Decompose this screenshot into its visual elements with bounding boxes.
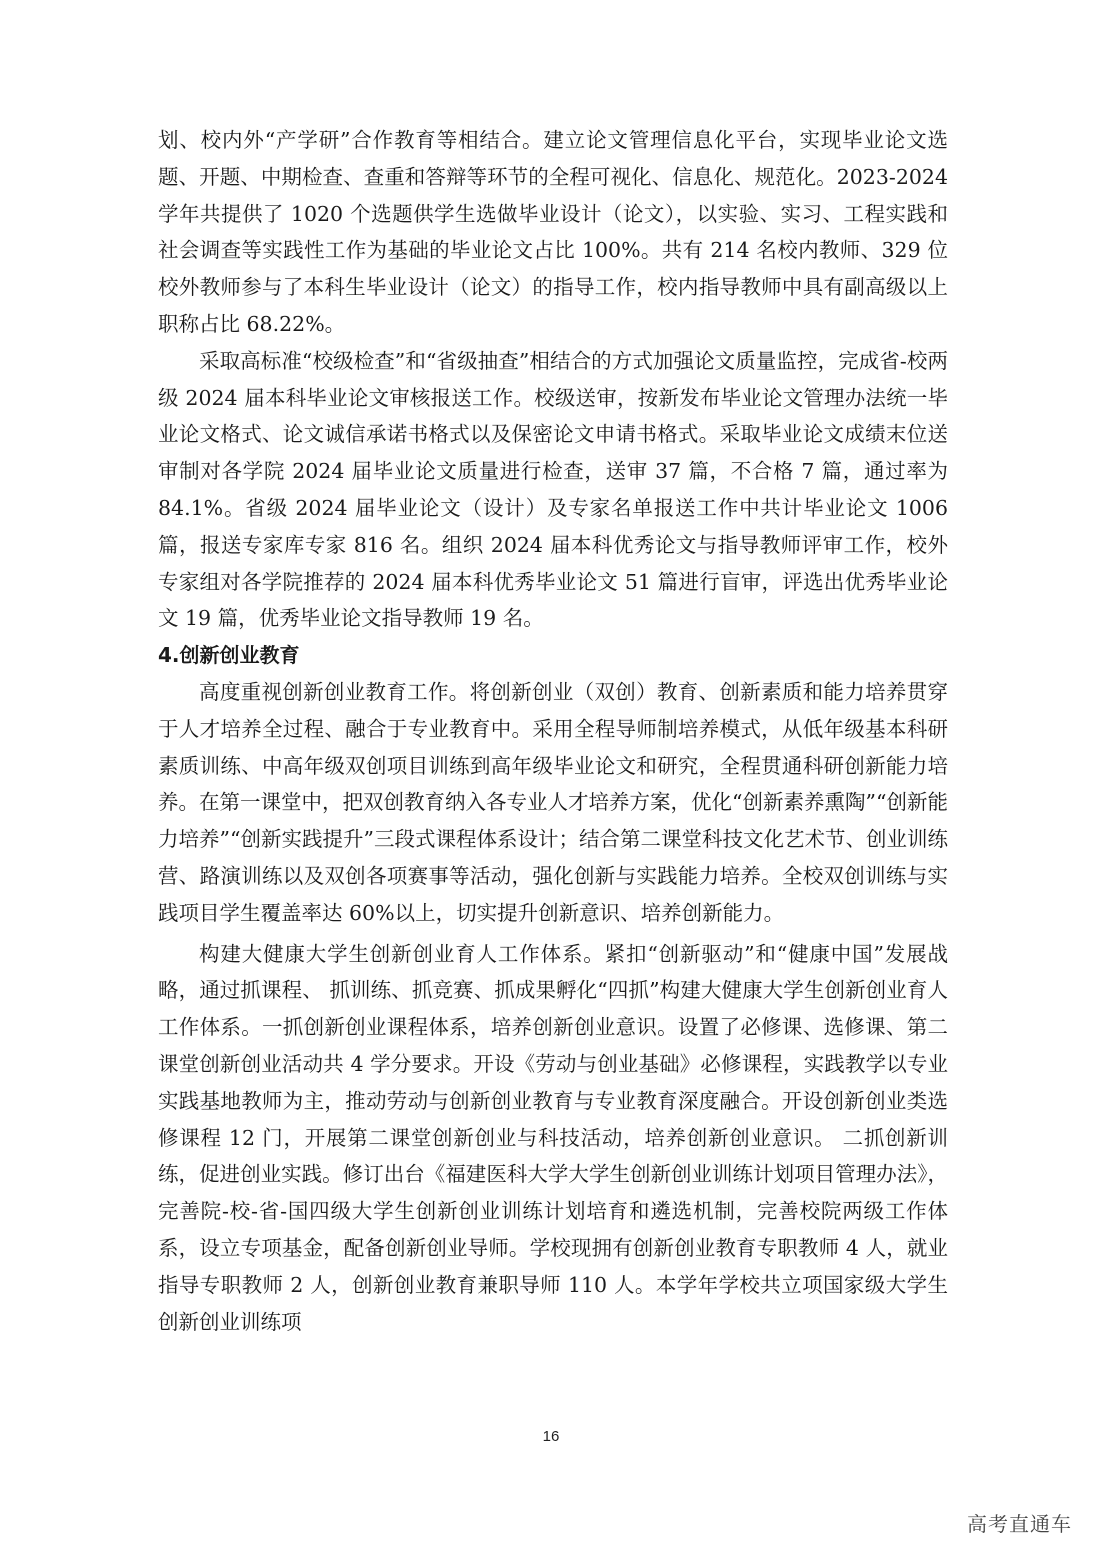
paragraph-entrepreneurship-system: 构建大健康大学生创新创业育人工作体系。紧扣“创新驱动”和“健康中国”发展战略，通过抓课程、 抓训练、抓竞赛、抓成果孵化“四抓”构建大健康大学生创新创业育人工作体系。一抓创新创业课程体系，培养创新创业意识。设置了必修课、选修课、第二课堂创新创业活动共 4 学分要求。开设《劳动与创业基础》必修课程，实践教学以专业实践基地教师为主，推动劳动与创新创业教育与专业教育深度融合。开设创新创业类选修课程 12 门，开展第二课堂创新创业与科技活动，培养创新创业意识。 二抓创新训练，促进创业实践。修订出台《福建医科大学大学生创新创业训练计划项目管理办法》，完善院-校-省-国四级大学生创新创业训练计划培育和遴选机制，完善校院两级工作体系，设立专项基金，配备创新创业导师。学校现拥有创新创业教育专职教师 4 人，就业指导专职教师 2 人，创新创业教育兼职导师 110 人。本学年学校共立项国家级大学生创新创业训练项 xyxy=(158,941,948,1334)
page-number: 16 xyxy=(542,1428,560,1445)
document-body xyxy=(158,122,948,1340)
watermark: 高考直通车 xyxy=(967,1512,1072,1536)
section-heading: 4.创新创业教育 xyxy=(158,643,300,668)
paragraph-innovation-education: 高度重视创新创业教育工作。将创新创业（双创）教育、创新素质和能力培养贯穿于人才培养全过程、融合于专业教育中。采用全程导师制培养模式，从低年级基本科研素质训练、中高年级双创项目训练到高年级毕业论文和研究，全程贯通科研创新能力培养。在第一课堂中，把双创教育纳入各专业人才培养方案，优化“创新素养熏陶”“创新能力培养”“创新实践提升”三段式课程体系设计；结合第二课堂科技文化艺术节、创业训练营、路演训练以及双创各项赛事等活动，强化创新与实践能力培养。全校双创训练与实践项目学生覆盖率达 60%以上，切实提升创新意识、培养创新能力。 xyxy=(158,679,948,925)
paragraph-thesis-quality: 采取高标准“校级检查”和“省级抽查”相结合的方式加强论文质量监控，完成省-校两级 2024 届本科毕业论文审核报送工作。校级送审，按新发布毕业论文管理办法统一毕业论文格式、论文诚信承诺书格式以及保密论文申请书格式。采取毕业论文成绩末位送审制对各学院 2024 届毕业论文质量进行检查，送审 37 篇，不合格 7 篇，通过率为 84.1%。省级 2024 届毕业论文（设计）及专家名单报送工作中共计毕业论文 1006 篇，报送专家库专家 816 名。组织 2024 届本科优秀论文与指导教师评审工作，校外专家组对各学院推荐的 2024 届本科优秀毕业论文 51 篇进行盲审，评选出优秀毕业论文 19 篇，优秀毕业论文指导教师 19 名。 xyxy=(158,348,948,631)
paragraph-thesis-management: 划、校内外“产学研”合作教育等相结合。建立论文管理信息化平台，实现毕业论文选题、开题、中期检查、查重和答辩等环节的全程可视化、信息化、规范化。2023-2024 学年共提供了 1020 个选题供学生选做毕业设计（论文），以实验、实习、工程实践和社会调查等实践性工作为基础的毕业论文占比 100%。共有 214 名校内教师、329 位校外教师参与了本科生毕业设计（论文）的指导工作，校内指导教师中具有副高级以上职称占比 68.22%。 xyxy=(158,128,948,336)
